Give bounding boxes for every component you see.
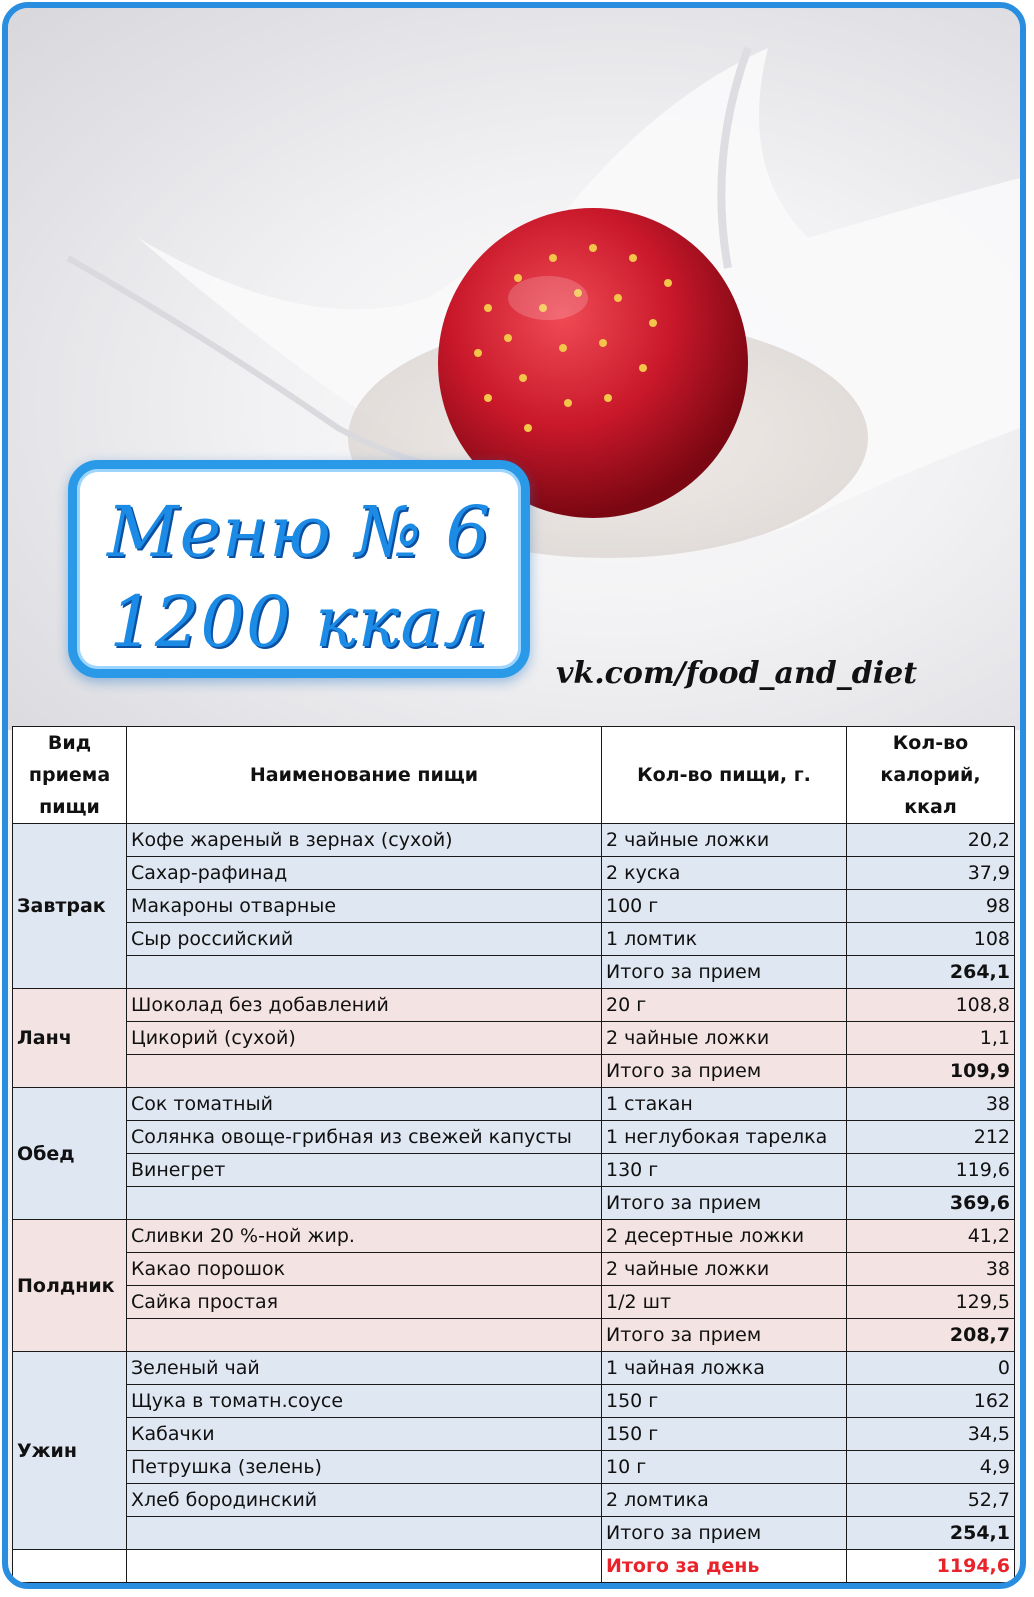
table-row (13, 1286, 1015, 1319)
food-calories: 41,2 (847, 1220, 1015, 1253)
empty-cell (127, 1517, 602, 1550)
table-row (13, 1385, 1015, 1418)
food-amount: 150 г (602, 1418, 847, 1451)
food-name: Кофе жареный в зернах (сухой) (127, 824, 602, 857)
header-meal-type: Вид приема пищи (13, 727, 127, 824)
table-row (13, 923, 1015, 956)
meal-total-value: 254,1 (847, 1517, 1015, 1550)
menu-card (2, 2, 1026, 1589)
empty-cell (127, 1550, 602, 1583)
meal-total-row (13, 956, 1015, 989)
table-row (13, 1220, 1015, 1253)
meal-total-label: Итого за прием (602, 1187, 847, 1220)
food-amount: 20 г (602, 989, 847, 1022)
food-name: Сайка простая (127, 1286, 602, 1319)
food-amount: 1 чайная ложка (602, 1352, 847, 1385)
food-amount: 1 стакан (602, 1088, 847, 1121)
empty-cell (127, 1319, 602, 1352)
menu-title-box (68, 460, 530, 678)
food-calories: 162 (847, 1385, 1015, 1418)
table-row (13, 1088, 1015, 1121)
food-amount: 10 г (602, 1451, 847, 1484)
meal-name: Ужин (13, 1352, 127, 1550)
meal-total-row (13, 1517, 1015, 1550)
food-calories: 34,5 (847, 1418, 1015, 1451)
menu-title: Меню № 6 (106, 491, 492, 573)
food-calories: 129,5 (847, 1286, 1015, 1319)
food-name: Петрушка (зелень) (127, 1451, 602, 1484)
meal-name: Обед (13, 1088, 127, 1220)
table-row (13, 1418, 1015, 1451)
food-calories: 52,7 (847, 1484, 1015, 1517)
food-name: Цикорий (сухой) (127, 1022, 602, 1055)
meal-total-row (13, 1055, 1015, 1088)
food-name: Солянка овоще-грибная из свежей капусты (127, 1121, 602, 1154)
meal-name: Ланч (13, 989, 127, 1088)
food-name: Макароны отварные (127, 890, 602, 923)
food-amount: 100 г (602, 890, 847, 923)
header-calories: Кол-во калорий, ккал (847, 727, 1015, 824)
day-total-value: 1194,6 (847, 1550, 1015, 1583)
food-name: Кабачки (127, 1418, 602, 1451)
food-amount: 2 чайные ложки (602, 1022, 847, 1055)
food-amount: 1 ломтик (602, 923, 847, 956)
meal-total-value: 109,9 (847, 1055, 1015, 1088)
food-calories: 108 (847, 923, 1015, 956)
meal-total-label: Итого за прием (602, 1517, 847, 1550)
table-row (13, 1253, 1015, 1286)
header-food-name: Наименование пищи (127, 727, 602, 824)
food-calories: 119,6 (847, 1154, 1015, 1187)
food-name: Винегрет (127, 1154, 602, 1187)
food-calories: 212 (847, 1121, 1015, 1154)
food-name: Сахар-рафинад (127, 857, 602, 890)
food-amount: 2 куска (602, 857, 847, 890)
table-row (13, 989, 1015, 1022)
food-calories: 38 (847, 1088, 1015, 1121)
day-total-row (13, 1550, 1015, 1583)
empty-cell (127, 1187, 602, 1220)
empty-cell (127, 1055, 602, 1088)
meal-name: Полдник (13, 1220, 127, 1352)
table-row (13, 824, 1015, 857)
day-total-label: Итого за день (602, 1550, 847, 1583)
meal-total-value: 264,1 (847, 956, 1015, 989)
menu-table-body (13, 824, 1015, 1583)
food-calories: 37,9 (847, 857, 1015, 890)
meal-total-label: Итого за прием (602, 956, 847, 989)
header-food-amount: Кол-во пищи, г. (602, 727, 847, 824)
empty-cell (127, 956, 602, 989)
food-calories: 0 (847, 1352, 1015, 1385)
food-name: Сливки 20 %-ной жир. (127, 1220, 602, 1253)
food-calories: 20,2 (847, 824, 1015, 857)
table-row (13, 1022, 1015, 1055)
food-amount: 130 г (602, 1154, 847, 1187)
food-calories: 1,1 (847, 1022, 1015, 1055)
food-name: Какао порошок (127, 1253, 602, 1286)
food-calories: 108,8 (847, 989, 1015, 1022)
table-row (13, 890, 1015, 923)
food-calories: 98 (847, 890, 1015, 923)
food-amount: 150 г (602, 1385, 847, 1418)
food-amount: 1/2 шт (602, 1286, 847, 1319)
table-row (13, 1484, 1015, 1517)
meal-total-label: Итого за прием (602, 1319, 847, 1352)
meal-total-row (13, 1319, 1015, 1352)
food-name: Зеленый чай (127, 1352, 602, 1385)
meal-total-label: Итого за прием (602, 1055, 847, 1088)
food-name: Щука в томатн.соусе (127, 1385, 602, 1418)
meal-total-value: 369,6 (847, 1187, 1015, 1220)
meal-total-value: 208,7 (847, 1319, 1015, 1352)
food-amount: 1 неглубокая тарелка (602, 1121, 847, 1154)
food-calories: 4,9 (847, 1451, 1015, 1484)
empty-cell (13, 1550, 127, 1583)
menu-table (12, 726, 1015, 1583)
table-row (13, 1121, 1015, 1154)
table-row (13, 1154, 1015, 1187)
calorie-title: 1200 ккал (109, 581, 489, 663)
food-amount: 2 десертные ложки (602, 1220, 847, 1253)
food-name: Хлеб бородинский (127, 1484, 602, 1517)
site-watermark: vk.com/food_and_diet (556, 656, 918, 691)
table-row (13, 1352, 1015, 1385)
food-amount: 2 чайные ложки (602, 1253, 847, 1286)
food-name: Сок томатный (127, 1088, 602, 1121)
meal-total-row (13, 1187, 1015, 1220)
table-row (13, 1451, 1015, 1484)
food-amount: 2 ломтика (602, 1484, 847, 1517)
food-amount: 2 чайные ложки (602, 824, 847, 857)
table-row (13, 857, 1015, 890)
food-name: Сыр российский (127, 923, 602, 956)
food-calories: 38 (847, 1253, 1015, 1286)
meal-name: Завтрак (13, 824, 127, 989)
food-name: Шоколад без добавлений (127, 989, 602, 1022)
